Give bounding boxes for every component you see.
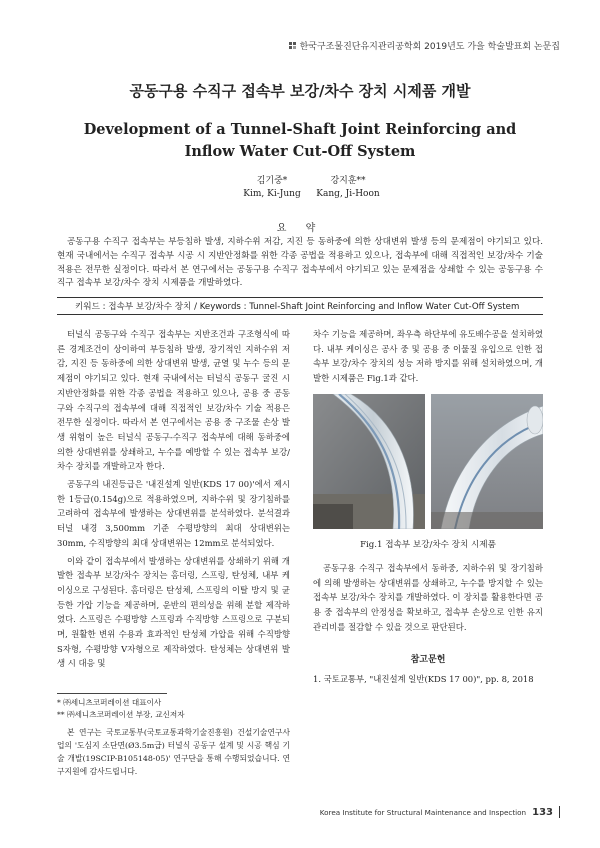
author-2-korean: 강지훈** xyxy=(330,176,366,186)
body-paragraph: 공동구의 내진등급은 '내진설계 일반(KDS 17 00)'에서 제시한 1등급(0.154g)으로 적용하였으며, 지하수위 및 장기침하를 고려하여 접속부에 발생하는 상대변위를 분석하였다. 분석결과 터널 내경 3,500mm 기준 수평방향의 최대 상대변위는 30mm, 수직방향의 최대 상대변위는 12mm로 분석되었다. xyxy=(57,479,290,548)
footnote-divider xyxy=(57,693,167,694)
references-heading: 참고문헌 xyxy=(410,655,446,665)
journal-header xyxy=(289,39,560,52)
footnotes xyxy=(57,697,290,720)
author-2-english: Kang, Ji-Hoon xyxy=(316,189,380,199)
body-right-bottom xyxy=(313,561,543,638)
figure-photo-left xyxy=(313,394,425,529)
abstract-heading: 요 약 xyxy=(276,223,324,234)
footer-org: Korea Institute for Structural Maintenance and Inspection xyxy=(319,807,527,817)
footnote-2: ** ㈜세니츠코퍼레이션 부장, 교신저자 xyxy=(57,709,185,719)
acknowledgement: 본 연구는 국토교통부(국토교통과학기술진흥원) 건설기술연구사업의 '도심지 소단면(Ø3.5m급) 터널식 공동구 설계 및 시공 핵심 기술 개발(19SCIP-B105148-05)' 연구단을 통해 수행되었습니다. 연구지원에 감사드립니다. xyxy=(57,728,290,776)
title-english: Development of a Tunnel-Shaft Joint Reinforcing and Inflow Water Cut-Off System xyxy=(83,121,517,160)
body-paragraph: 차수 기능을 제공하며, 좌우측 하단부에 유도배수공을 설치하였다. 내부 케이싱은 공사 중 및 공용 중 이물질 유입으로 인한 접속부 보강/차수 장치의 성능 저하 방지를 위해 설치하였으며, 개발한 시제품은 Fig.1과 같다. xyxy=(313,329,543,384)
author-1-korean: 김기중* xyxy=(256,176,288,186)
author-1 xyxy=(237,175,307,201)
title-korean: 공동구용 수직구 접속부 보강/차수 장치 시제품 개발 xyxy=(129,82,471,100)
keywords: 키워드 : 접속부 보강/차수 장치 / Keywords : Tunnel-Shaft Joint Reinforcing and Inflow Water Cut-Off System xyxy=(57,297,543,315)
body-paragraph: 터널식 공동구와 수직구 접속부는 지반조건과 구조형식에 따른 경계조건이 상이하여 부등침하 발생, 장기적인 지하수위 저감, 지진 등 동하중에 의한 상대변위 발생, 균열 및 누수 등의 문제점이 야기되고 있다. 현재 국내에서는 터널식 공동구 굴진 시 지반안정화를 위한 각종 공법을 적용하고 있으나, 공용 중 공동구와 수직구의 접속부에 대해 직접적인 보강/차수 기술 적용은 전무한 실정이다. 따라서 본 연구에서는 공용 중 구조물 손상 발생 위험이 높은 터널식 공동구-수직구 접속부에 대해 동하중에 의한 상대변위를 상쇄하고, 누수를 예방할 수 있는 접속부 보강/차수 장치를 개발하고자 한다. xyxy=(57,329,290,472)
page-footer xyxy=(320,806,560,818)
figure-caption: Fig.1 접속부 보강/차수 장치 시제품 xyxy=(360,540,496,550)
reference-item: 1. 국토교통부, "내진설계 일반(KDS 17 00)", pp. 8, 2018 xyxy=(313,674,534,684)
grid-icon xyxy=(289,42,297,50)
body-left-column xyxy=(57,327,290,674)
page-number: 133 xyxy=(532,806,553,818)
journal-name: 한국구조물진단유지관리공학회 2019년도 가을 학술발표회 논문집 xyxy=(299,42,560,52)
author-2 xyxy=(308,175,388,201)
figure-photo-right xyxy=(431,394,543,529)
body-paragraph: 이와 같이 접속부에서 발생하는 상대변위를 상쇄하기 위해 개발한 접속부 보강/차수 장치는 홈더링, 스프링, 탄성체, 내부 케이싱으로 구성된다. 홈더링은 탄성체, 스프링의 이탈 방지 및 균등한 가압 기능을 제공하며, 운반의 편의성을 위해 분할 제작하였다. 스프링은 수평방향 스프링과 수직방향 스프링으로 구분되며, 원활한 변위 수용과 효과적인 탄성체 가압을 위해 수직방향 S자형, 수평방향 V자형으로 제작하였다. 탄성체는 상대변위 발생 시 대응 및 xyxy=(57,555,290,669)
body-paragraph: 공동구용 수직구 접속부에서 동하중, 지하수위 및 장기침하에 의해 발생하는 상대변위를 상쇄하고, 누수를 방지할 수 있는 접속부 보강/차수 장치를 개발하였다. 이 장치를 활용한다면 공용 중 접속부의 안정성을 확보하고, 접속부 손상으로 인한 유지관리비를 절감할 수 있을 것으로 판단된다. xyxy=(313,563,543,632)
footer-divider xyxy=(559,806,560,818)
body-right-top xyxy=(313,327,543,389)
footnote-1: * ㈜세니츠코퍼레이션 대표이사 xyxy=(57,698,162,707)
author-1-english: Kim, Ki-Jung xyxy=(243,189,301,199)
abstract-text: 공동구용 수직구 접속부는 부등침하 발생, 지하수위 저감, 지진 등 동하중에 의한 상대변위 발생 등의 문제점이 야기되고 있다. 현재 국내에서는 수직구 접속부 시공 시 지반안정화를 위한 각종 공법을 적용하고 있으나, 접속부에 대해 직접적인 보강/차수 기술 적용은 전무한 실정이다. 따라서 본 연구에서는 공동구용 수직구 접속부에서 야기되고 있는 문제점을 상쇄할 수 있는 공동구용 수직구 접속부 보강/차수 장치 시제품을 개발하였다. xyxy=(57,237,543,289)
